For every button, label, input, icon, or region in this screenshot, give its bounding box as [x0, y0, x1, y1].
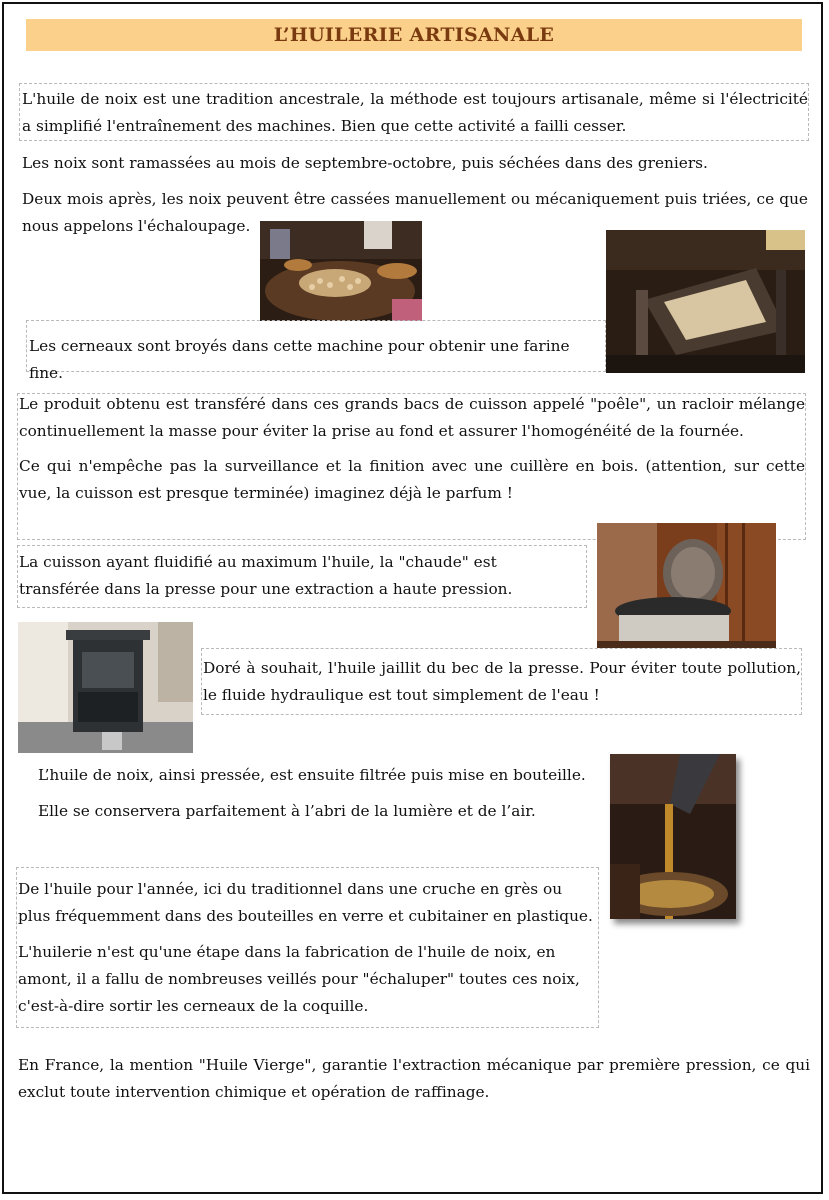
press-wheel-photo	[597, 523, 776, 648]
paragraph-intro: L'huile de noix est une tradition ancestrale, la méthode est toujours artisanale, même si l'électricité a simplifié l'entraînement des machines. Bien que cette activité a failli cesser.	[22, 90, 808, 135]
paragraph-virgin-oil: En France, la mention "Huile Vierge", garantie l'extraction mécanique par première pression, ce qui exclut toute intervention chimique et opération de raffinage.	[18, 1056, 810, 1101]
grinding-machine-photo	[606, 230, 805, 373]
hydraulic-press-photo	[18, 622, 193, 753]
paragraph-oil-flow: Doré à souhait, l'huile jaillit du bec de la presse. Pour éviter toute pollution, le fluide hydraulique est tout simplement de l'eau !	[203, 659, 801, 704]
paragraph-containers: De l'huile pour l'année, ici du traditionnel dans une cruche en grès ou plus fréquemment dans des bouteilles en verre et cubitainer en plastique.	[18, 880, 593, 925]
paragraph-shelling: L'huilerie n'est qu'une étape dans la fabrication de l'huile de noix, en amont, il a fallu de nombreuses veillés pour "échaluper" toutes ces noix, c'est-à-dire sortir les cerneaux de la coquille.	[18, 943, 580, 1015]
paragraph-transfer: La cuisson ayant fluidifié au maximum l'huile, la "chaude" est transférée dans la presse pour une extraction a haute pression.	[19, 553, 513, 598]
paragraph-grinding: Les cerneaux sont broyés dans cette machine pour obtenir une farine fine.	[29, 337, 570, 382]
paragraph-storage: Elle se conservera parfaitement à l’abri de la lumière et de l’air.	[38, 802, 536, 820]
oil-pouring-photo	[610, 754, 736, 919]
paragraph-finishing: Ce qui n'empêche pas la surveillance et la finition avec une cuillère en bois. (attention, sur cette vue, la cuisson est presque terminée) imaginez déjà le parfum !	[19, 457, 805, 502]
paragraph-cooking: Le produit obtenu est transféré dans ces grands bacs de cuisson appelé "poêle", un racloir mélange continuellement la masse pour éviter la prise au fond et assurer l'homogénéité de la fournée.	[19, 395, 805, 440]
paragraph-harvest: Les noix sont ramassées au mois de septembre-octobre, puis séchées dans des greniers.	[22, 154, 708, 172]
title-banner	[26, 19, 802, 51]
paragraph-cracking: Deux mois après, les noix peuvent être cassées manuellement ou mécaniquement puis triées, ce que nous appelons l'échaloupage.	[22, 190, 808, 235]
page-title: L’HUILERIE ARTISANALE	[273, 24, 555, 46]
paragraph-filtering: L’huile de noix, ainsi pressée, est ensuite filtrée puis mise en bouteille.	[38, 766, 586, 784]
nut-cracking-photo	[260, 221, 422, 321]
